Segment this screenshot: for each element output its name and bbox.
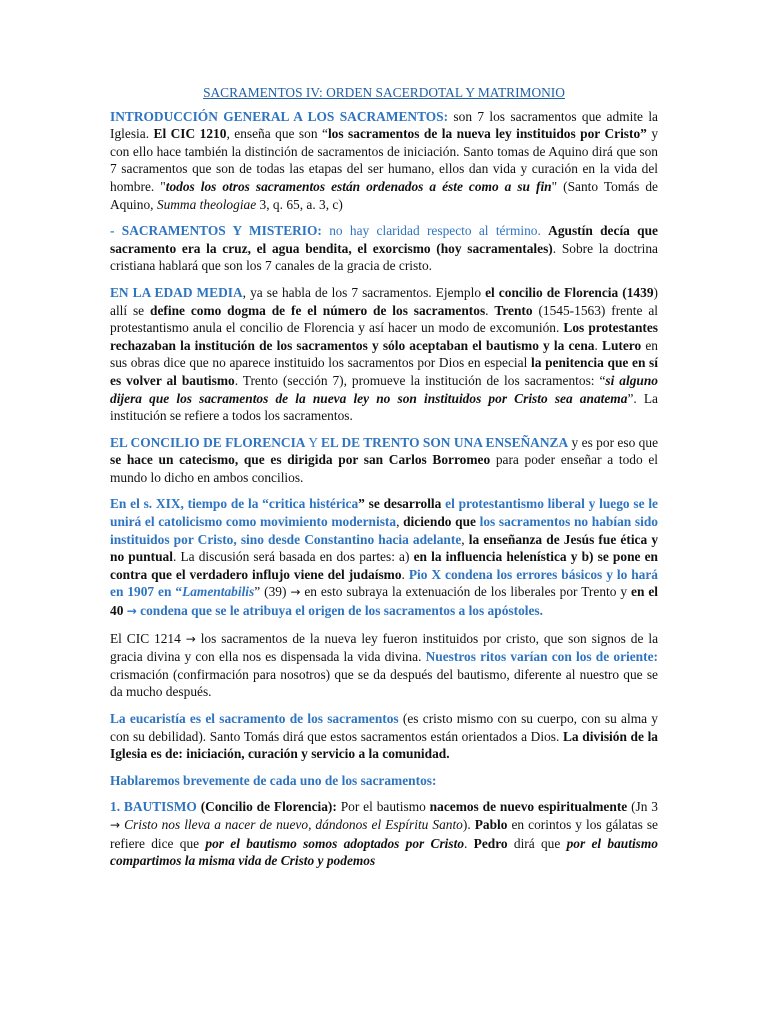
text-run: por el bautismo compartimos la misma vida de Cristo y podemos xyxy=(110,835,659,869)
text-run: los sacramentos no habían sido instituidos por Cristo, sino desde Constantino hacia adelante xyxy=(110,514,658,547)
text-run: Pablo xyxy=(474,816,508,832)
text-run: Cristo nos lleva a nacer de nuevo, dándonos el Espíritu Santo xyxy=(124,816,463,832)
text-run: , xyxy=(396,514,404,530)
text-run: - SACRAMENTOS Y MISTERIO: xyxy=(110,223,322,239)
text-run: por el bautismo somos adoptados por Cristo xyxy=(205,835,465,851)
text-run: en sus obras dice que no aparece instituido los sacramentos por Dios en especial xyxy=(110,337,658,371)
text-run: " (Santo Tomás de Aquino, xyxy=(110,178,658,212)
paragraph xyxy=(110,798,658,869)
arrow-icon: → xyxy=(126,604,137,619)
text-run: Pio X condena los errores básicos xyxy=(408,566,603,582)
text-run: Agustín decía que sacramento era la cruz, el agua bendita, el exorcismo (hoy sacramentales) xyxy=(110,223,659,256)
text-run: EN LA EDAD MEDIA xyxy=(110,284,243,300)
text-run: Por el bautismo xyxy=(336,799,430,815)
paragraph xyxy=(110,434,658,487)
text-run: , enseña que son “ xyxy=(226,126,328,142)
text-run: en corintos y los gálatas se refiere dice que xyxy=(110,816,658,851)
text-run: El CIC 1210 xyxy=(153,126,227,142)
paragraph-list xyxy=(110,108,658,870)
text-run: El CIC 1214 xyxy=(110,630,186,646)
document-title: SACRAMENTOS IV: ORDEN SACERDOTAL Y MATRIMONIO xyxy=(203,85,565,100)
text-run: 3, q. 65, a. 3, c) xyxy=(256,196,343,212)
text-run: (es cristo mismo con su cuerpo, con su alma y con su debilidad). Santo Tomás dirá que estos sacramentos están orientados a Dios. xyxy=(110,711,659,744)
text-run: Hablaremos brevemente de cada uno de los sacramentos: xyxy=(110,772,437,788)
text-run: y es por eso que xyxy=(568,434,659,450)
text-run: el concilio de Florencia (1439 xyxy=(485,284,654,300)
text-run: en el 40 xyxy=(110,584,658,619)
text-run: . xyxy=(594,337,603,353)
text-run: y lo hará en 1907 en “ xyxy=(110,566,658,600)
arrow-icon: → xyxy=(185,631,196,646)
text-run: no hay claridad respecto al término. xyxy=(321,223,541,239)
text-run: para poder enseñar a todo el mundo lo dicho en ambos concilios. xyxy=(110,452,658,485)
text-run: Lamentabilis xyxy=(182,584,255,600)
text-run: , xyxy=(461,531,469,547)
text-run: , ya se habla de los 7 sacramentos. Ejemplo xyxy=(242,284,486,300)
text-run: EL CONCILIO DE FLORENCIA xyxy=(110,434,306,450)
text-run: . xyxy=(464,835,474,851)
text-run: en esto subraya la extenuación de los liberales por Trento y xyxy=(300,584,631,600)
document-body xyxy=(110,84,658,879)
text-run: La eucaristía es el sacramento de los sacramentos xyxy=(110,711,399,726)
text-run: Nuestros ritos varían con los de oriente: xyxy=(425,649,658,665)
text-run: Trento xyxy=(494,302,533,318)
text-run: si alguno dijera que los sacramentos de la nueva ley no son instituidos por Cristo sea anatema xyxy=(110,372,658,406)
arrow-icon: → xyxy=(290,585,301,600)
text-run: en la influencia helenística y b) se pone en contra que el verdadero influjo viene del judaísmo xyxy=(110,549,658,582)
text-run: . La discusión será basada en dos partes: a) xyxy=(172,549,414,565)
text-run: (1545-1563) frente al protestantismo anula el concilio de Florencia y así hacer un modo de excomunión. xyxy=(110,302,658,336)
text-run: Pedro xyxy=(473,835,508,851)
paragraph xyxy=(110,630,658,701)
text-run: (Jn 3 xyxy=(627,799,658,815)
text-run: La división de la Iglesia es de: iniciación, curación y servicio a la comunidad. xyxy=(110,728,658,762)
text-run: . Sobre la doctrina cristiana hablará que son los 7 canales de la gracia de cristo. xyxy=(110,240,658,274)
text-run: . xyxy=(485,302,495,318)
paragraph xyxy=(110,108,658,214)
paragraph xyxy=(110,772,658,790)
paragraph xyxy=(110,710,658,763)
paragraph xyxy=(110,495,658,620)
arrow-icon: → xyxy=(110,817,121,832)
text-run: ). xyxy=(462,816,475,832)
text-run: ) allí se xyxy=(110,284,658,318)
text-run: diciendo que xyxy=(403,514,476,530)
text-run: ” (39) xyxy=(254,584,291,600)
text-run: y con ello hace también la distinción de sacramentos de iniciación. Santo tomas de Aquino dirá que son 7 sacramentos que son de todas las etapas del ser humano, ellos dan vida y curación en la vida del hombre. " xyxy=(110,126,659,194)
paragraph xyxy=(110,284,658,425)
text-run: crismación (confirmación para nosotros) que se da después del bautismo, diferente al nuestro que se da mucho después. xyxy=(110,666,658,700)
text-run: ”. La institución se refiere a todos los sacramentos. xyxy=(110,390,658,424)
text-run: la enseñanza de Jesús fue ética y no puntual xyxy=(110,531,659,565)
text-run: . Trento (sección 7), promueve la institución de los sacramentos: “ xyxy=(234,372,606,388)
text-run: ” se desarrolla xyxy=(358,496,442,512)
text-run: se hace un catecismo, que es dirigida por san Carlos Borromeo xyxy=(110,452,491,468)
text-run: Los protestantes rechazaban la institución de los sacramentos y sólo aceptaban el bautismo y la cena xyxy=(110,320,659,353)
text-run: todos los otros sacramentos están ordenados a éste como a su fin xyxy=(165,178,552,194)
text-run: . xyxy=(401,566,409,582)
text-run: (Concilio de Florencia): xyxy=(200,799,337,815)
text-run: los sacramentos de la nueva ley instituidos por Cristo” xyxy=(327,126,647,142)
text-run: define como dogma de fe el número de los sacramentos xyxy=(150,302,486,318)
paragraph xyxy=(110,222,658,275)
text-run: Y xyxy=(305,434,321,450)
text-run: condena que se le atribuya el origen de los sacramentos a los apóstoles. xyxy=(136,603,543,619)
text-run: 1. BAUTISMO xyxy=(110,799,197,815)
text-run: dirá que xyxy=(507,835,567,851)
text-run: el protestantismo liberal y luego se le unirá el catolicismo como movimiento modernista xyxy=(110,496,658,530)
text-run: la penitencia que en sí es volver al bautismo xyxy=(110,355,658,388)
text-run: Lutero xyxy=(602,337,642,353)
text-run: son 7 los sacramentos que admite la Iglesia. xyxy=(110,108,658,142)
text-run: nacemos de nuevo espiritualmente xyxy=(429,799,628,815)
text-run: En el s. XIX, tiempo de la “critica histérica xyxy=(110,496,359,512)
text-run: INTRODUCCIÓN GENERAL A LOS SACRAMENTOS: xyxy=(110,108,449,124)
text-run: los sacramentos de la nueva ley fueron instituidos por cristo, que son signos de la gracia divina y con ella nos es dispensada la vida divina. xyxy=(110,630,659,665)
text-run: Summa theologiae xyxy=(156,196,257,212)
text-run: EL DE TRENTO SON UNA ENSEÑANZA xyxy=(320,434,569,450)
